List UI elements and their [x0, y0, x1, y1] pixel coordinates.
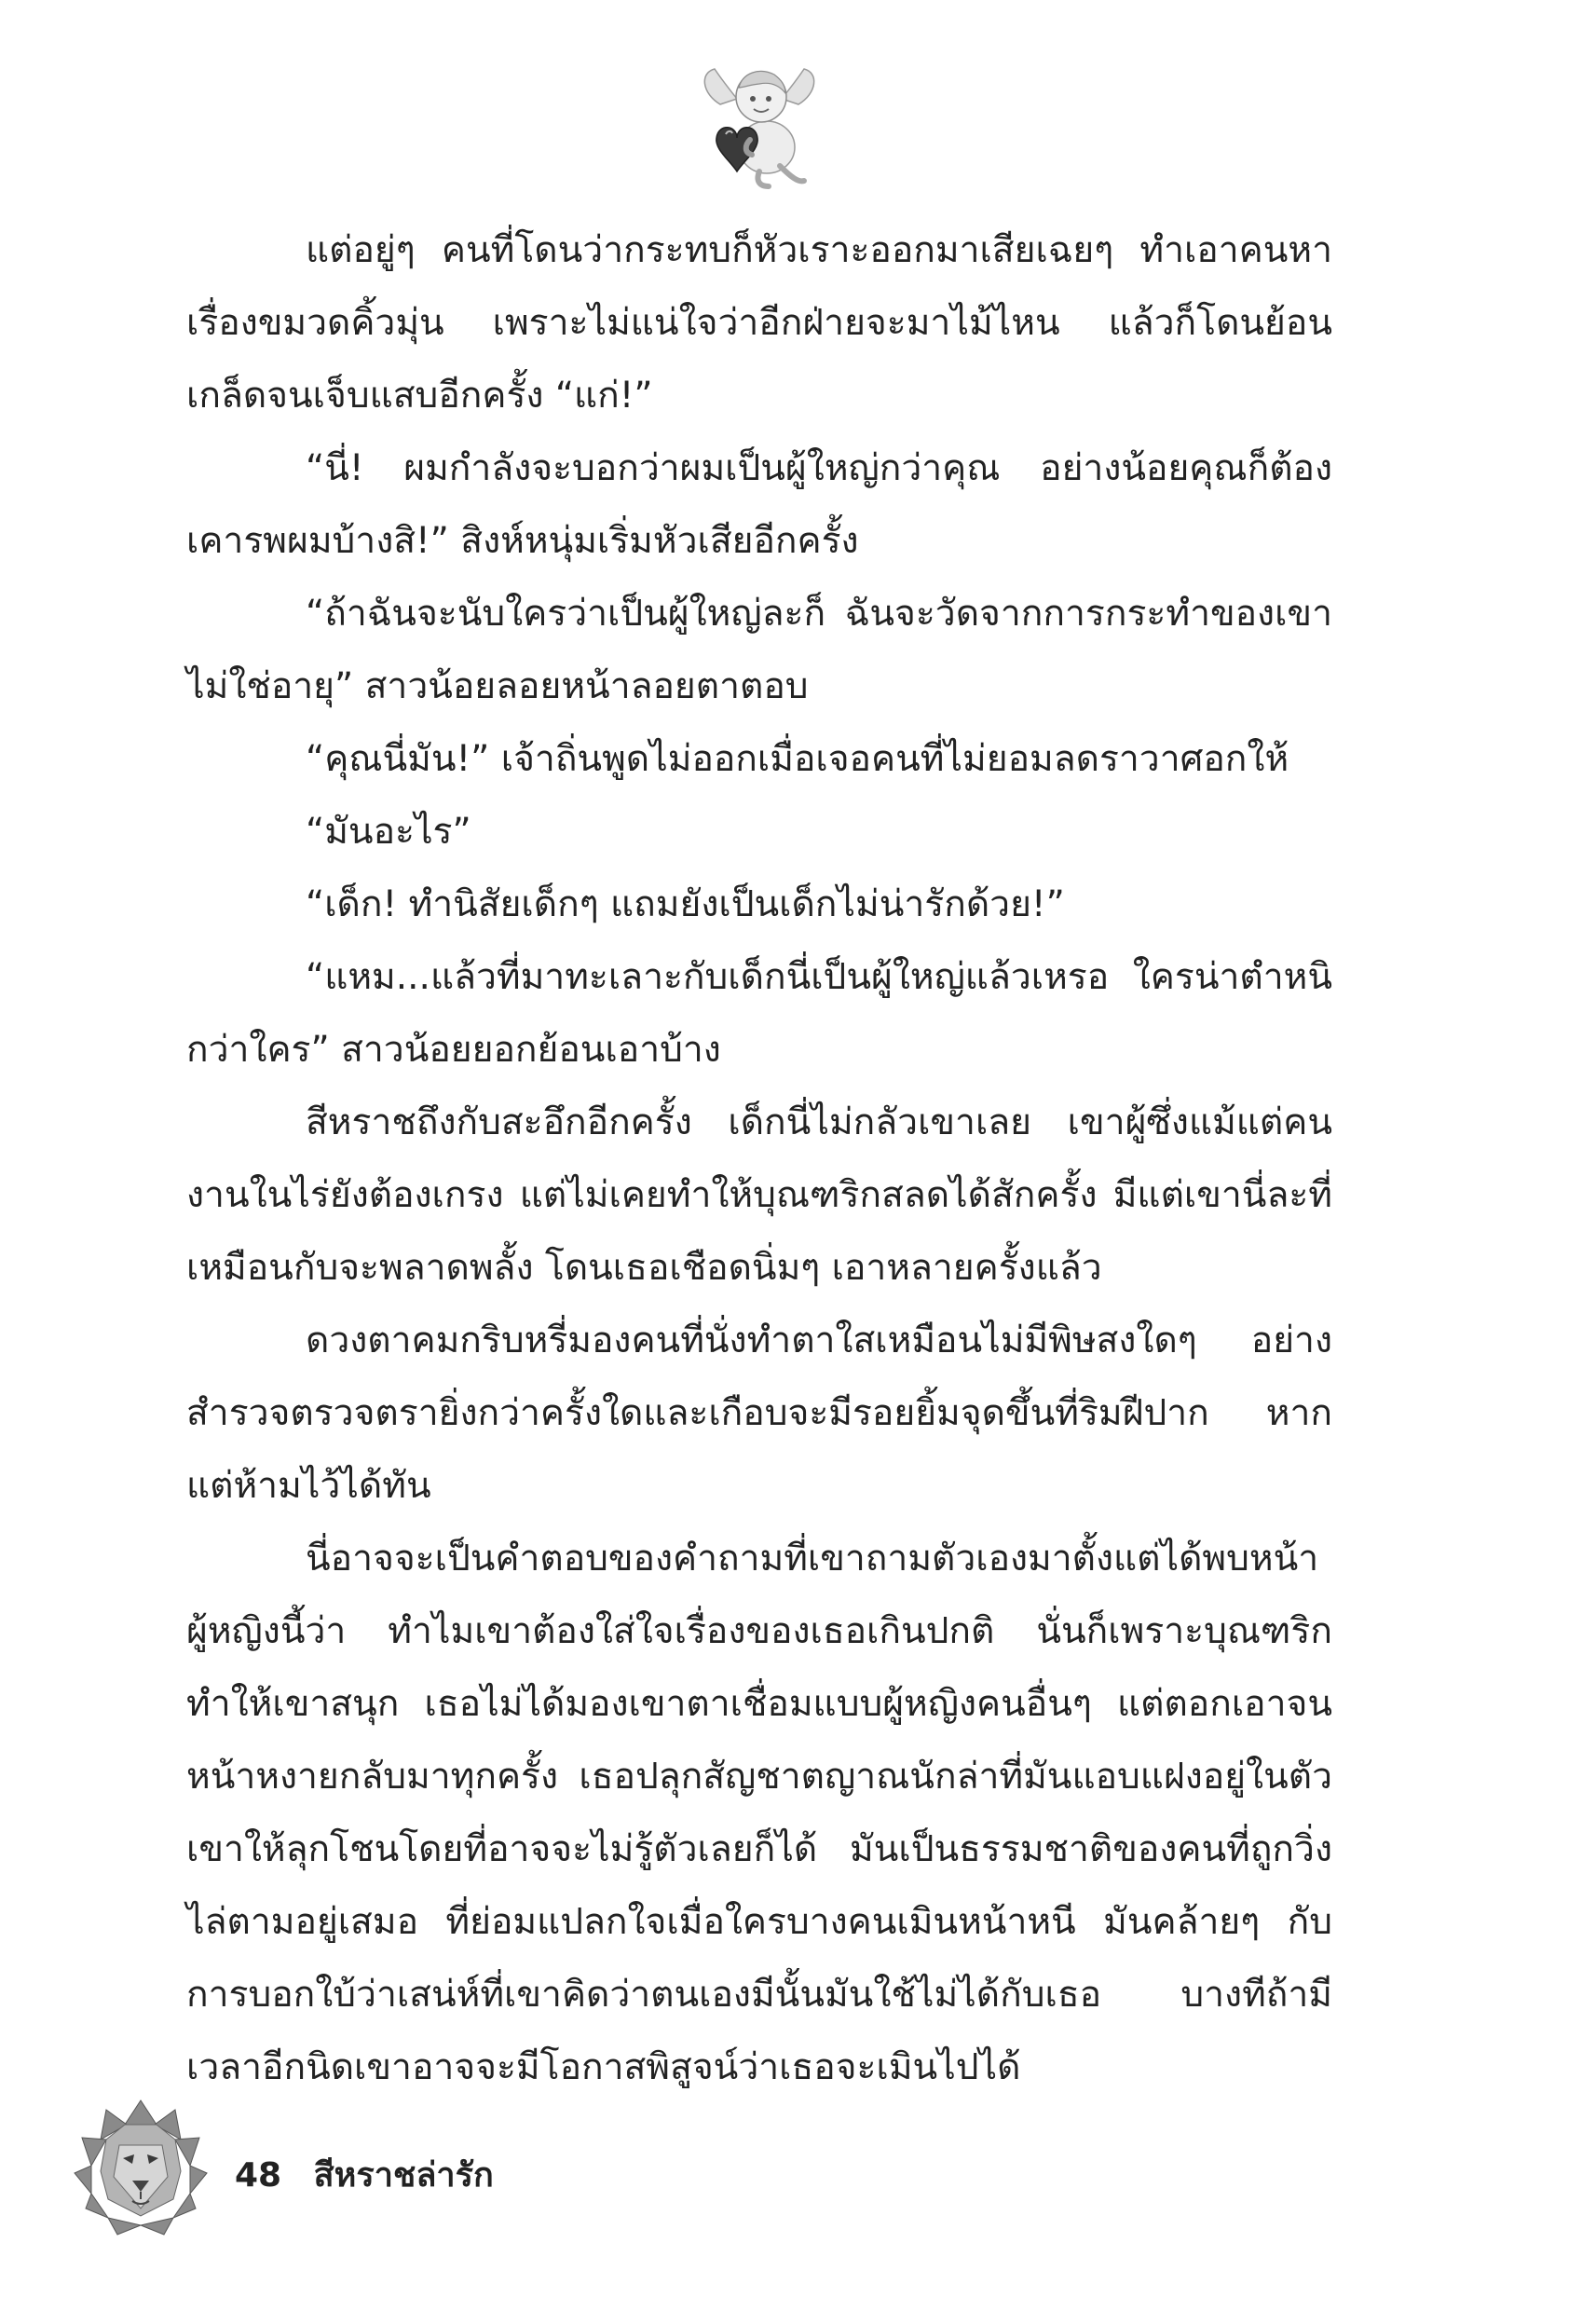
lion-head-icon [71, 2097, 211, 2246]
paragraph: นี่อาจจะเป็นคำตอบของคำถามที่เขาถามตัวเองมาตั้งแต่ได้พบหน้าผู้หญิงนี้ว่า ทำไมเขาต้องใส่ใจเรื่องของเธอเกินปกติ นั่นก็เพราะบุณฑริกทำให้เขาสนุก เธอไม่ได้มองเขาตาเชื่อมแบบผู้หญิงคนอื่นๆ แต่ตอกเอาจนหน้าหงายกลับมาทุกครั้ง เธอปลุกสัญชาตญาณนักล่าที่มันแอบแฝงอยู่ในตัวเขาให้ลุกโชนโดยที่อาจจะไม่รู้ตัวเลยก็ได้ มันเป็นธรรมชาติของคนที่ถูกวิ่งไล่ตามอยู่เสมอ ที่ย่อมแปลกใจเมื่อใครบางคนเมินหน้าหนี มันคล้ายๆ กับการบอกใบ้ว่าเสน่ห์ที่เขาคิดว่าตนเองมีนั้นมันใช้ไม่ได้กับเธอ บางทีถ้ามีเวลาอีกนิดเขาอาจจะมีโอกาสพิสูจน์ว่าเธอจะเมินไปได้ [186, 1538, 1332, 2088]
cupid-heart-icon [694, 56, 825, 196]
body-text [186, 214, 1332, 2104]
page-footer [235, 2148, 494, 2201]
paragraph: “เด็ก! ทำนิสัยเด็กๆ แถมยังเป็นเด็กไม่น่ารักด้วย!” [306, 883, 1065, 925]
paragraph: “นี่! ผมกำลังจะบอกว่าผมเป็นผู้ใหญ่กว่าคุณ อย่างน้อยคุณก็ต้องเคารพผมบ้างสิ!” สิงห์หนุ่มเริ่มหัวเสียอีกครั้ง [186, 447, 1332, 562]
paragraph: “ถ้าฉันจะนับใครว่าเป็นผู้ใหญ่ละก็ ฉันจะวัดจากการกระทำของเขา ไม่ใช่อายุ” สาวน้อยลอยหน้าลอยตาตอบ [186, 593, 1332, 707]
paragraph: “คุณนี่มัน!” เจ้าถิ่นพูดไม่ออกเมื่อเจอคนที่ไม่ยอมลดราวาศอกให้ [306, 738, 1289, 780]
paragraph: “แหม...แล้วที่มาทะเลาะกับเด็กนี่เป็นผู้ใหญ่แล้วเหรอ ใครน่าตำหนิกว่าใคร” สาวน้อยยอกย้อนเอาบ้าง [186, 956, 1332, 1071]
paragraph: ดวงตาคมกริบหรี่มองคนที่นั่งทำตาใสเหมือนไม่มีพิษสงใดๆ อย่างสำรวจตรวจตรายิ่งกว่าครั้งใดและเกือบจะมีรอยยิ้มจุดขึ้นที่ริมฝีปาก หากแต่ห้ามไว้ได้ทัน [186, 1320, 1332, 1507]
paragraph: สีหราชถึงกับสะอึกอีกครั้ง เด็กนี่ไม่กลัวเขาเลย เขาผู้ซึ่งแม้แต่คนงานในไร่ยังต้องเกรง แต่ไม่เคยทำให้บุณฑริกสลดได้สักครั้ง มีแต่เขานี่ละที่เหมือนกับจะพลาดพลั้ง โดนเธอเชือดนิ่มๆ เอาหลายครั้งแล้ว [186, 1101, 1332, 1289]
page-number: 48 [235, 2156, 282, 2195]
book-title: สีหราชล่ารัก [313, 2156, 494, 2195]
paragraph: แต่อยู่ๆ คนที่โดนว่ากระทบก็หัวเราะออกมาเสียเฉยๆ ทำเอาคนหาเรื่องขมวดคิ้วมุ่น เพราะไม่แน่ใจว่าอีกฝ่ายจะมาไม้ไหน แล้วก็โดนย้อนเกล็ดจนเจ็บแสบอีกครั้ง “แก่!” [186, 229, 1332, 417]
paragraph: “มันอะไร” [306, 811, 471, 853]
